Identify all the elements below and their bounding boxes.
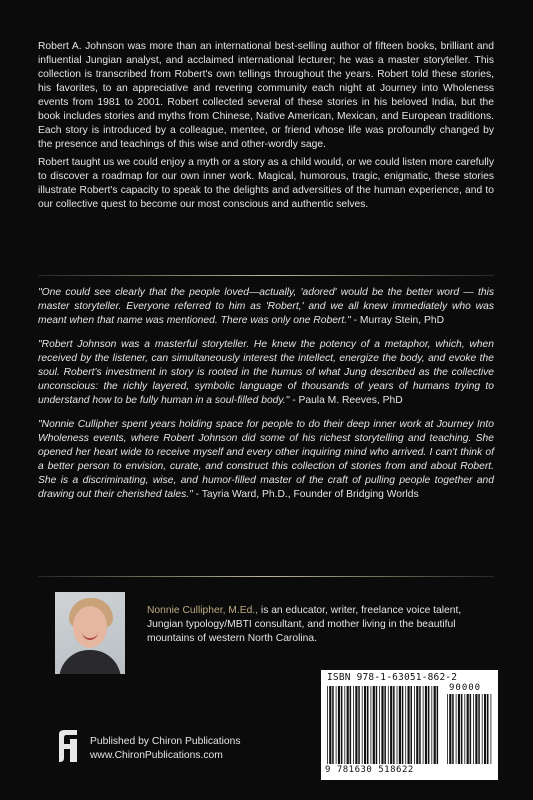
barcode-bar — [425, 686, 427, 764]
barcode-bar — [379, 686, 380, 764]
barcode-bar — [411, 686, 413, 764]
divider-line — [38, 275, 494, 276]
barcode-bar — [484, 694, 486, 764]
barcode-bar — [419, 686, 421, 764]
author-photo — [55, 592, 125, 674]
barcode-bar — [414, 686, 415, 764]
endorsement-attribution: - Tayria Ward, Ph.D., Founder of Bridging Worlds — [192, 489, 419, 500]
endorsement-text: "Nonnie Cullipher spent years holding space for people to do their deep inner work at Journey Into Wholeness events, where Robert Johnson did some of his richest storytelling and teaching. She opened her heart wide to receive myself and every other inquiring mind who arrived. I can't think of a better person to envision, curate, and construct this collection of stories from and about Robert. She is a discriminating, wise, and humor-filled master of the craft of pulling people together and drawing out their cherished tales." — [38, 419, 494, 500]
barcode-bar — [393, 686, 395, 764]
divider-line — [38, 576, 494, 577]
barcode-bar — [402, 686, 404, 764]
barcode-bar — [390, 686, 392, 764]
barcode-bar — [347, 686, 349, 764]
endorsement — [38, 418, 494, 502]
endorsement-text: "Robert Johnson was a masterful storyteller. He knew the potency of a metaphor, which, when received by the listener, can simultaneously interest the intellect, energize the body, and evoke the soul. Robert's investment in story is rooted in the humus of what Jung described as the collective unconscious: the richly layered, symbolic language of thousands of years of humans trying to understand how to be fully human in a soul-filled body." — [38, 339, 494, 406]
barcode-bar — [376, 686, 378, 764]
barcode-bar — [353, 686, 354, 764]
barcode-bar — [464, 694, 465, 764]
barcode-bar — [437, 686, 439, 764]
intro-paragraph: Robert A. Johnson was more than an international best-selling author of fifteen books, brilliant and influential Jungian analyst, and acclaimed international lecturer; he was a master storyteller. This collection is transcribed from Robert's own tellings throughout the years. Robert told these stories, his favorites, to an appreciative and revering community each night at Journey into Wholeness events from 1981 to 2001. Robert collected several of these stories in his beloved India, but the book includes stories and myths from Chinese, Native American, Mexican, and European traditions. Each story is introduced by a colleague, mentee, or friend whose life was profoundly changed by the presence and teachings of this wise and other-wordly sage. — [38, 41, 494, 150]
barcode-bar — [399, 686, 401, 764]
barcode-bar — [388, 686, 389, 764]
barcode-bar — [487, 694, 489, 764]
barcode-bar — [358, 686, 360, 764]
publisher-info — [90, 735, 241, 763]
author-photo-shirt — [59, 650, 121, 674]
author-bio — [147, 604, 497, 646]
endorsements-section — [38, 286, 494, 512]
barcode-bar — [428, 686, 430, 764]
barcode-bar — [405, 686, 406, 764]
barcode-bar — [473, 694, 474, 764]
barcode-bar — [452, 694, 454, 764]
barcode-bar — [355, 686, 357, 764]
barcode-bar — [362, 686, 363, 764]
barcode-bar — [491, 694, 492, 764]
price-addon-digits: 90000 — [449, 683, 482, 693]
author-degree: , M.Ed., — [222, 605, 259, 616]
endorsement — [38, 338, 494, 408]
barcode-bar — [434, 686, 436, 764]
barcode-bar — [475, 694, 477, 764]
barcode-bar — [350, 686, 352, 764]
barcode-bar — [449, 694, 451, 764]
barcode-bar — [431, 686, 432, 764]
endorsement-text: "One could see clearly that the people loved—actually, 'adored' would be the better word — this master storyteller. Everyone referred to him as 'Robert,' and we all knew immediately who was meant when that name was mentioned. There was only one Robert." — [38, 287, 494, 326]
barcode-bar — [371, 686, 372, 764]
chiron-logo-icon — [57, 730, 79, 762]
endorsement — [38, 286, 494, 328]
endorsement-attribution: - Murray Stein, PhD — [350, 315, 445, 326]
barcode-bar — [478, 694, 480, 764]
barcode-bar — [461, 694, 463, 764]
barcode-bar — [329, 686, 331, 764]
barcode-bar — [384, 686, 386, 764]
barcode-bar — [381, 686, 383, 764]
barcode-bar — [482, 694, 483, 764]
publisher-name: Published by Chiron Publications — [90, 736, 241, 747]
author-name: Nonnie Cullipher — [147, 605, 223, 616]
barcode-bar — [332, 686, 334, 764]
barcode-bar — [458, 694, 460, 764]
barcode-bar — [367, 686, 369, 764]
ean-digits: 9 781630 518622 — [325, 765, 414, 775]
barcode-bar — [397, 686, 398, 764]
barcode-bar — [336, 686, 337, 764]
author-bio-text: is an educator, writer, freelance voice talent, Jungian typology/MBTI consultant, and mother living in the beautiful mountains of western North Carolina. — [147, 605, 462, 644]
barcode-bar — [470, 694, 472, 764]
barcode-bar — [327, 686, 328, 764]
barcode-bar — [416, 686, 418, 764]
barcode-bar — [364, 686, 366, 764]
barcode-bar — [456, 694, 457, 764]
barcode-bar — [373, 686, 375, 764]
endorsement-attribution: - Paula M. Reeves, PhD — [289, 395, 403, 406]
barcode-bar — [408, 686, 410, 764]
author-photo-face — [73, 606, 107, 648]
ean-barcode-bars — [327, 686, 439, 764]
isbn-barcode — [321, 670, 498, 780]
isbn-label: ISBN 978-1-63051-862-2 — [327, 672, 458, 683]
barcode-bar — [447, 694, 448, 764]
addon-barcode-bars — [447, 694, 493, 764]
barcode-bar — [344, 686, 345, 764]
publisher-url: www.ChironPublications.com — [90, 750, 223, 761]
intro-paragraph: Robert taught us we could enjoy a myth or a story as a child would, or we could listen more carefully to discover a roadmap for our own inner work. Magical, humorous, tragic, enigmatic, these stories illustrate Robert's capacity to speak to the delights and adversities of the human experience, and to our collective quest to become our most conscious and authentic selves. — [38, 157, 494, 210]
barcode-bar — [338, 686, 340, 764]
barcode-bar — [341, 686, 343, 764]
barcode-bar — [423, 686, 424, 764]
barcode-bar — [467, 694, 469, 764]
intro-section — [38, 40, 494, 212]
